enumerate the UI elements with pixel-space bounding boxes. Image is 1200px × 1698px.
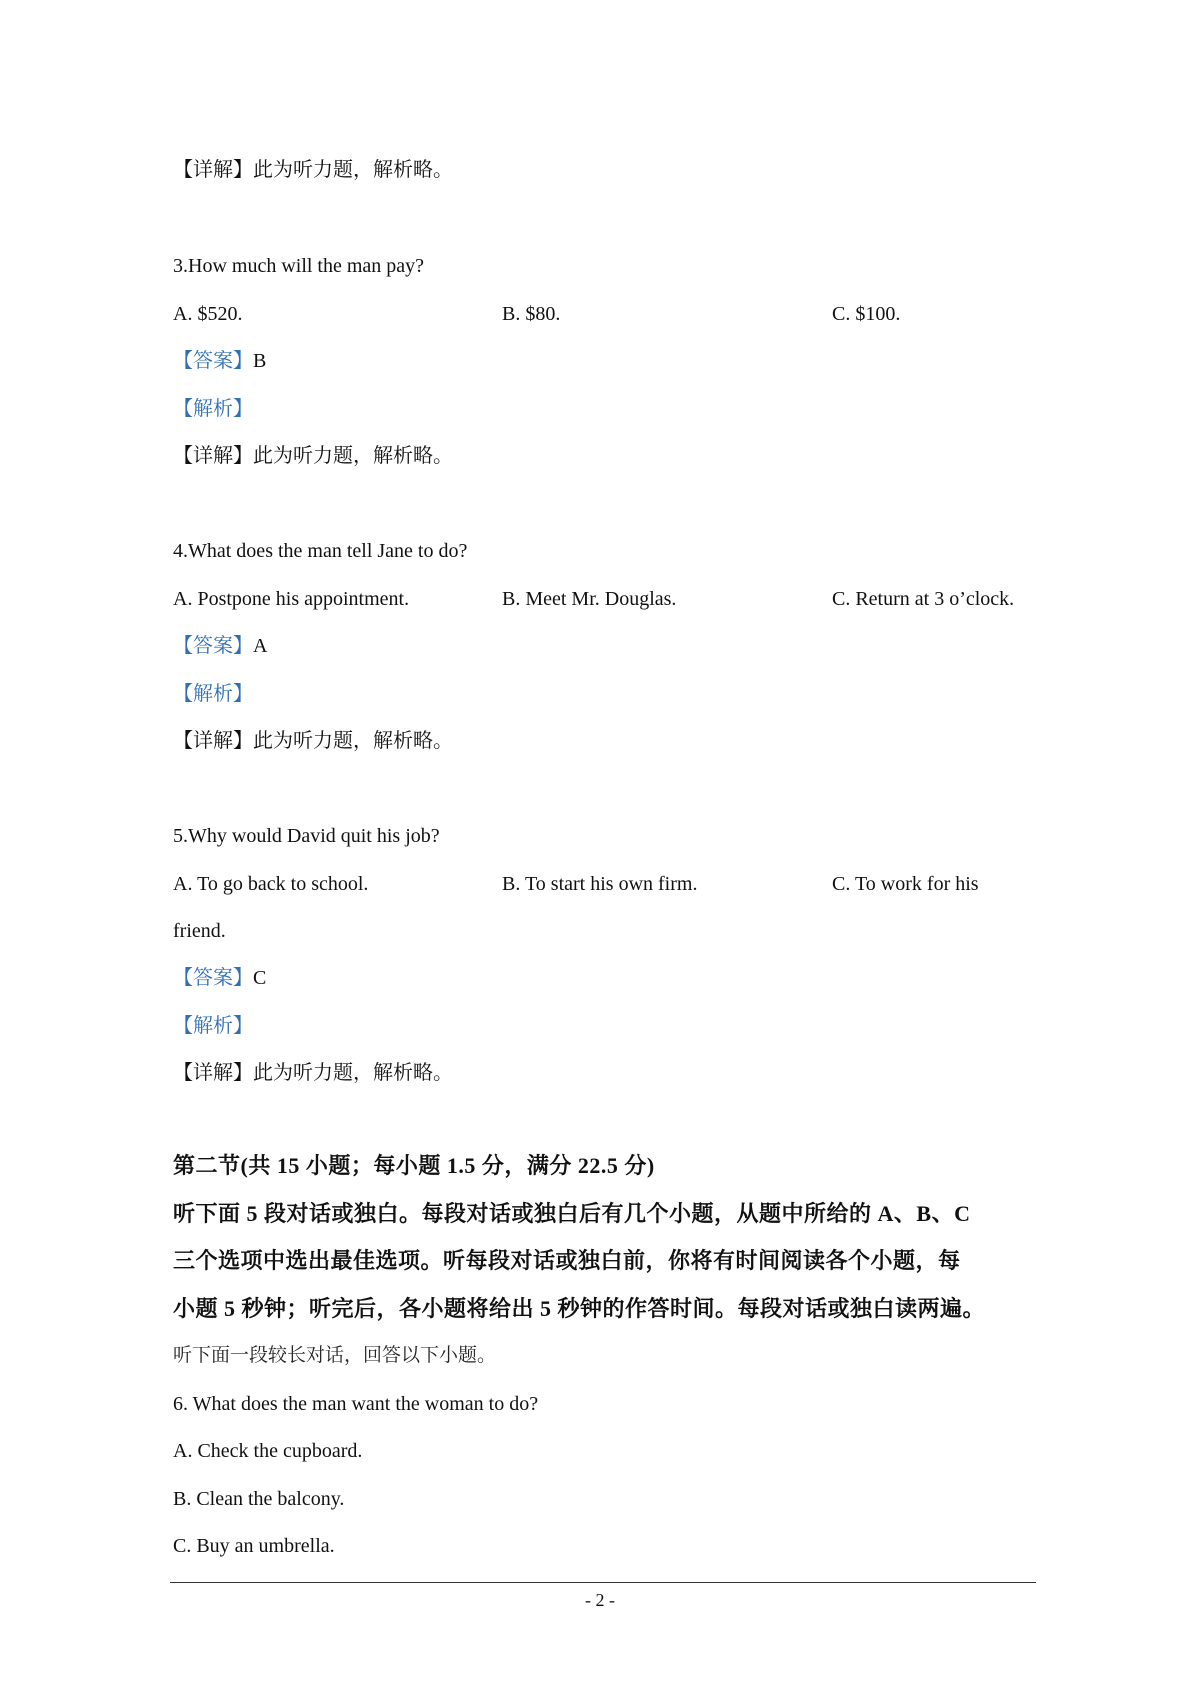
section-heading: 第二节(共 15 小题；每小题 1.5 分，满分 22.5 分) [173, 1153, 655, 1178]
q4-answer [173, 632, 267, 660]
answer-value: A [253, 635, 268, 657]
q4-option-b: B. Meet Mr. Douglas. [502, 588, 677, 610]
detail-text: 【详解】此为听力题，解析略。 [173, 730, 453, 752]
answer-tag: 【答案】 [173, 635, 253, 657]
q6-option-c: C. Buy an umbrella. [173, 1535, 335, 1557]
page-number: - 2 - [585, 1590, 615, 1610]
q3-option-a: A. $520. [173, 303, 243, 325]
question-4: 4.What does the man tell Jane to do? [173, 540, 468, 562]
q6-option-a: A. Check the cupboard. [173, 1440, 363, 1462]
answer-value: C [253, 967, 267, 989]
question-5: 5.Why would David quit his job? [173, 825, 440, 847]
analysis-tag: 【解析】 [173, 1015, 253, 1037]
detail-text: 【详解】此为听力题，解析略。 [173, 1062, 453, 1084]
section-instructions-line-3: 小题 5 秒钟；听完后，各小题将给出 5 秒钟的作答时间。每段对话或独白读两遍。 [173, 1296, 986, 1321]
q3-answer [173, 347, 266, 375]
answer-tag: 【答案】 [173, 350, 253, 372]
q4-option-a: A. Postpone his appointment. [173, 588, 410, 610]
footer-rule [170, 1582, 1036, 1583]
question-3: 3.How much will the man pay? [173, 255, 425, 277]
q5-option-c-continued: friend. [173, 920, 226, 942]
q3-option-c: C. $100. [832, 303, 901, 325]
section-instructions-line-2: 三个选项中选出最佳选项。听每段对话或独白前，你将有时间阅读各个小题，每 [173, 1248, 961, 1273]
section-sub-instruction: 听下面一段较长对话，回答以下小题。 [173, 1345, 497, 1366]
question-6: 6. What does the man want the woman to do? [173, 1393, 539, 1415]
detail-text: 【详解】此为听力题，解析略。 [173, 159, 453, 181]
detail-text: 【详解】此为听力题，解析略。 [173, 445, 453, 467]
analysis-tag: 【解析】 [173, 398, 253, 420]
q5-option-a: A. To go back to school. [173, 873, 369, 895]
analysis-tag: 【解析】 [173, 683, 253, 705]
section-instructions-line-1: 听下面 5 段对话或独白。每段对话或独白后有几个小题，从题中所给的 A、B、C [173, 1201, 971, 1226]
q5-option-b: B. To start his own firm. [502, 873, 698, 895]
answer-tag: 【答案】 [173, 967, 253, 989]
q5-answer [173, 964, 266, 992]
q5-option-c: C. To work for his [832, 873, 979, 895]
q6-option-b: B. Clean the balcony. [173, 1488, 345, 1510]
answer-value: B [253, 350, 267, 372]
q3-option-b: B. $80. [502, 303, 561, 325]
q4-option-c: C. Return at 3 o’clock. [832, 588, 1015, 610]
